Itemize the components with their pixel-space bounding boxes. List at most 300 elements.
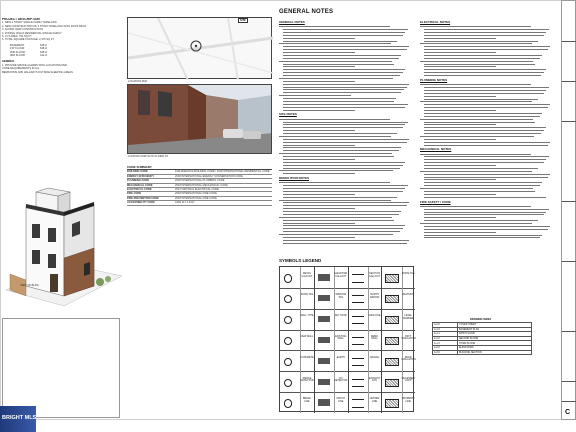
note-line	[424, 165, 496, 166]
legend-symbol	[284, 337, 292, 345]
project-note: 1. PROVIDE SMOKE ALARMS WITH LOCATIONS PER	[2, 63, 67, 67]
note-line	[279, 182, 390, 183]
note-line	[424, 142, 550, 143]
note-line	[424, 66, 496, 67]
project-note: CODE REQUIREMENTS IN ALL	[2, 67, 40, 71]
title-block-rule	[562, 121, 576, 122]
note-line	[283, 142, 407, 143]
right-notes-lines-2	[420, 84, 555, 145]
sheet-number: C	[565, 409, 571, 416]
note-line	[424, 52, 496, 53]
general-notes-lines-2	[279, 119, 414, 174]
legend-symbol	[318, 316, 330, 322]
title-block	[561, 0, 576, 420]
street-photo-graphic	[128, 85, 272, 154]
drawing-name: BASEMENT PLAN	[458, 327, 532, 332]
note-line	[424, 168, 538, 169]
building-3d-render	[4, 178, 124, 308]
note-line	[283, 185, 408, 186]
legend-label: BREAK LINE	[302, 397, 312, 403]
map-graphic	[128, 18, 273, 80]
right-notes-sub3: MECHANICAL NOTES	[420, 147, 452, 152]
note-line	[283, 139, 409, 140]
note-line	[283, 211, 401, 212]
title-block-rule	[562, 261, 576, 262]
note-line	[424, 55, 542, 56]
note-line	[283, 228, 403, 229]
code-summary	[127, 166, 272, 206]
legend-label: BATT INSULATION	[401, 334, 416, 341]
note-line	[283, 81, 355, 82]
legend-label: GRAVEL	[369, 355, 380, 359]
code-value: 2017 NATIONAL ELECTRICAL CODE	[175, 188, 220, 192]
legend-label: SECTION CALLOUT	[368, 272, 381, 278]
legend-label: NORTH ARROW	[369, 293, 380, 299]
legend-label: EARTH	[336, 355, 345, 359]
note-line	[424, 159, 546, 160]
note-line	[420, 26, 531, 27]
note-line	[420, 61, 533, 62]
legend-symbol	[385, 358, 399, 366]
mls-watermark-text: BRIGHT MLS	[2, 415, 37, 421]
legend-symbol	[284, 358, 292, 366]
note-line	[420, 154, 531, 155]
note-line	[424, 110, 496, 111]
note-line	[279, 26, 390, 27]
legend-symbol	[352, 379, 364, 387]
note-line	[420, 119, 533, 120]
right-notes-lines-1	[420, 26, 555, 76]
note-line	[283, 162, 405, 163]
note-line	[424, 96, 496, 97]
note-line	[283, 52, 355, 53]
note-line	[424, 38, 496, 39]
code-key: PLUMBING CODE	[127, 179, 150, 183]
note-line	[424, 229, 548, 230]
note-line	[424, 29, 549, 30]
title-block-rule	[562, 81, 576, 82]
legend-symbol	[352, 358, 364, 366]
project-description	[2, 18, 112, 74]
note-line	[283, 156, 394, 157]
project-note: BEDROOMS AND HALLWAYS OUTSIDE SLEEPING AREAS	[2, 70, 73, 74]
note-line	[420, 223, 532, 224]
right-notes-sub4: FIRE SAFETY / CODE	[420, 199, 451, 204]
note-line	[424, 197, 546, 198]
note-line	[283, 223, 355, 224]
drawing-number: A-1.1	[433, 332, 458, 337]
legend-symbol	[352, 274, 364, 282]
note-line	[424, 174, 550, 175]
location-map	[127, 17, 272, 79]
area-label: 3RD FLOOR	[10, 54, 25, 58]
note-line	[420, 136, 534, 137]
note-line	[283, 194, 355, 195]
note-line	[283, 75, 400, 76]
note-line	[283, 168, 400, 169]
legend-symbol	[385, 316, 399, 324]
legend-symbol	[352, 295, 364, 303]
area-value: 432 sf	[40, 54, 48, 58]
note-line	[420, 84, 531, 85]
drawing-number: A-0.0	[433, 323, 458, 328]
note-line	[283, 89, 404, 90]
title-block-rule	[562, 381, 576, 382]
note-line	[283, 38, 355, 39]
note-line	[424, 72, 544, 73]
note-line	[424, 212, 546, 213]
note-line	[424, 185, 540, 186]
note-line	[283, 107, 405, 108]
project-line: 4. ZONING: RSA-5 RESIDENTIAL SINGLE FAMILY	[2, 31, 62, 35]
note-line	[424, 122, 535, 123]
legend-symbol	[318, 295, 330, 301]
legend-label: KEY NOTE	[334, 313, 347, 317]
note-line	[283, 145, 355, 146]
note-line	[283, 220, 394, 221]
code-value: 2018 INTERNATIONAL MECHANICAL CODE	[175, 183, 228, 187]
legend-label: DETAIL CALLOUT	[301, 272, 313, 278]
drawing-name: COVER SHEET	[458, 323, 532, 328]
right-notes-sub1: ELECTRICAL NOTES	[420, 20, 451, 24]
note-line	[283, 32, 405, 33]
right-notes-lines-3	[420, 154, 555, 198]
drawing-number: A-2.0	[433, 345, 458, 350]
right-notes-sub2: PLUMBING NOTES	[420, 77, 448, 82]
note-line	[283, 197, 397, 198]
drawing-name: BUILDING SECTION	[458, 350, 532, 355]
code-summary-title: CODE SUMMARY	[127, 166, 152, 169]
project-line: 5. LOT AREA: 704 SQ FT	[2, 35, 32, 39]
note-line	[420, 43, 532, 44]
code-value: ANSI 117.1 2017	[175, 201, 195, 205]
legend-symbol	[385, 295, 399, 303]
area-label: 2ND FLOOR	[10, 50, 25, 54]
area-value: 648 sf	[40, 43, 48, 47]
note-line	[424, 69, 546, 70]
drawing-name: ELEVATIONS	[458, 345, 532, 350]
legend-symbol	[352, 337, 364, 345]
note-line	[424, 156, 549, 157]
note-line	[424, 113, 542, 114]
note-line	[424, 75, 541, 76]
project-line: 1. NEW 4 STORY SINGLE FAMILY DWELLING	[2, 21, 57, 25]
note-line	[283, 29, 408, 30]
note-line	[283, 191, 403, 192]
note-line	[283, 92, 401, 93]
project-line: 3. SCOPE: NEW CONSTRUCTION	[2, 28, 44, 32]
area-row	[10, 54, 112, 57]
legend-symbol	[385, 399, 399, 407]
drawing-number: A-1.0	[433, 327, 458, 332]
general-notes-sub3: DEMOLITION NOTES	[279, 176, 309, 181]
right-notes-column	[420, 20, 555, 240]
note-line	[424, 217, 496, 218]
legend-symbol	[318, 399, 330, 405]
drawing-row	[433, 350, 532, 355]
code-row	[127, 201, 272, 205]
note-line	[283, 66, 355, 67]
legend-symbol	[284, 295, 292, 303]
note-line	[283, 188, 405, 189]
note-line	[424, 194, 496, 195]
note-line	[424, 64, 535, 65]
project-description-title: PROJECT DESCRIPTION	[2, 18, 40, 21]
mls-watermark	[0, 406, 36, 432]
legend-symbol	[385, 379, 399, 387]
note-line	[424, 214, 544, 215]
drawing-number: A-3.0	[433, 350, 458, 355]
area-label: 1ST FLOOR	[10, 47, 25, 51]
note-line	[279, 200, 391, 201]
drawing-number: A-1.2	[433, 336, 458, 341]
general-notes-sub2: SITE NOTES	[279, 112, 297, 117]
legend-label: CONCRETE	[300, 355, 314, 359]
note-line	[424, 182, 542, 183]
note-line	[283, 72, 403, 73]
note-line	[424, 90, 546, 91]
note-line	[283, 46, 409, 47]
legend-label: EXHAUST FAN	[368, 376, 381, 383]
code-value: 2018 INTERNATIONAL FIRE CODE	[175, 196, 217, 200]
note-line	[283, 165, 403, 166]
code-key: ACCESSIBILITY CODE	[127, 201, 155, 205]
legend-symbol	[284, 399, 292, 407]
note-line	[283, 84, 409, 85]
note-line	[283, 55, 401, 56]
street-photo-label: LOOKING NORTH ON N 23RD ST	[128, 155, 169, 158]
note-line	[424, 99, 538, 100]
note-line	[424, 177, 548, 178]
general-notes-title-left: GENERAL	[2, 60, 15, 64]
note-line	[283, 225, 405, 226]
code-key: FIRE CODE	[127, 192, 142, 196]
legend-label: RIGID INSULATION	[401, 355, 416, 362]
drawing-name: THIRD FLOOR	[458, 341, 532, 346]
street-photo	[127, 84, 272, 154]
note-line	[283, 243, 407, 244]
right-notes-lines-4	[420, 206, 555, 238]
legend-mid-vline	[300, 267, 301, 413]
note-line	[283, 147, 401, 148]
note-line	[420, 188, 533, 189]
symbols-legend	[279, 266, 414, 412]
legend-label: DOOR TAG	[300, 293, 314, 297]
note-line	[424, 87, 549, 88]
note-line	[424, 179, 496, 180]
drawing-index-table	[432, 322, 532, 355]
note-line	[283, 240, 409, 241]
legend-label: ROOM TAG	[401, 272, 415, 276]
legend-symbol	[284, 316, 292, 324]
code-value: 2018 INTERNATIONAL FIRE CODE	[175, 192, 217, 196]
note-line	[283, 124, 405, 125]
legend-symbol	[318, 337, 330, 343]
note-line	[424, 237, 540, 238]
legend-label: GRID LINE	[368, 313, 381, 317]
legend-label: NEW WALL	[300, 334, 314, 338]
legend-symbol	[385, 337, 399, 345]
note-line	[424, 209, 549, 210]
render-caption: VIEW OF BLDG	[20, 284, 39, 287]
note-line	[424, 162, 544, 163]
note-line	[283, 64, 394, 65]
location-map-label: LOCATION MAP	[128, 80, 148, 83]
note-line	[279, 78, 393, 79]
legend-symbol	[385, 274, 399, 282]
note-line	[283, 101, 394, 102]
code-summary-rows	[127, 169, 272, 205]
area-value: 648 sf	[40, 50, 48, 54]
note-line	[424, 32, 546, 33]
drawing-name: SECOND FLOOR	[458, 336, 532, 341]
general-notes-sub1: GENERAL NOTES	[279, 20, 305, 24]
title-block-rule	[562, 41, 576, 42]
legend-vline	[314, 267, 315, 413]
note-line	[420, 101, 532, 102]
note-line	[424, 93, 544, 94]
legend-label: WALL TYPE	[300, 313, 314, 317]
note-line	[424, 130, 544, 131]
project-notes	[2, 64, 112, 74]
note-line	[279, 153, 392, 154]
note-line	[420, 171, 532, 172]
note-line	[279, 43, 391, 44]
general-notes-lines-3	[279, 182, 414, 243]
legend-label: RECESSED LIGHT	[401, 376, 415, 383]
legend-symbol	[352, 316, 364, 324]
legend-label: SMOKE DETECTOR	[300, 376, 314, 383]
legend-symbol	[352, 399, 364, 407]
note-line	[283, 202, 409, 203]
legend-label: MATCH LINE	[336, 397, 345, 403]
area-table	[10, 44, 112, 58]
note-line	[283, 35, 403, 36]
note-line	[424, 35, 544, 36]
legend-label: DEMO WALL	[370, 334, 379, 341]
drawing-index-title: DRAWING INDEX	[470, 318, 492, 321]
note-line	[424, 232, 496, 233]
note-line	[279, 136, 391, 137]
note-line	[424, 124, 496, 125]
legend-label: PROPERTY LINE	[401, 397, 415, 403]
project-lines	[2, 21, 112, 41]
note-line	[283, 127, 403, 128]
note-line	[283, 159, 355, 160]
note-line	[283, 87, 407, 88]
legend-symbol	[284, 274, 292, 282]
code-key: ENERGY EFFICIENCY	[127, 174, 155, 178]
note-line	[279, 217, 392, 218]
note-line	[424, 104, 550, 105]
note-line	[424, 41, 538, 42]
legend-label: LEVEL MARKER	[403, 313, 414, 320]
note-line	[424, 226, 550, 227]
note-line	[424, 133, 541, 134]
note-line	[424, 139, 496, 140]
note-line	[283, 122, 408, 123]
note-line	[420, 206, 531, 207]
legend-label: REVISION	[402, 293, 414, 297]
note-line	[283, 173, 355, 174]
code-value: 2018 INTERNATIONAL PLUMBING CODE	[175, 179, 225, 183]
note-line	[279, 61, 392, 62]
area-value: 648 sf	[40, 47, 48, 51]
note-line	[424, 58, 540, 59]
legend-label: ELEVATION CALLOUT	[334, 272, 348, 278]
code-value: 2018 INTERNATIONAL ENERGY CONSERVATION CODE	[175, 174, 243, 178]
title-block-rule	[562, 331, 576, 332]
note-line	[283, 150, 399, 151]
legend-label: EXISTING WALL	[335, 334, 347, 341]
note-line	[279, 170, 393, 171]
note-line	[279, 119, 390, 120]
notes-box	[2, 318, 120, 418]
note-line	[283, 208, 355, 209]
note-line	[279, 95, 351, 96]
general-notes-lines-1	[279, 26, 414, 110]
drawing-number: A-1.3	[433, 341, 458, 346]
note-line	[424, 116, 540, 117]
note-line	[424, 220, 538, 221]
note-line	[283, 110, 355, 111]
note-line	[283, 58, 399, 59]
note-line	[283, 237, 355, 238]
note-line	[283, 49, 407, 50]
note-line	[424, 235, 542, 236]
site-tag: SITE	[240, 19, 246, 22]
note-line	[283, 231, 400, 232]
title-block-rule	[562, 401, 576, 402]
project-line: 6. TOTAL SQUARE FOOTAGE: 2,376 SQ FT	[2, 38, 55, 42]
legend-vline	[381, 267, 382, 413]
note-line	[279, 234, 393, 235]
project-line: 2. NEW CONSTRUCTION OF 3 STORY DWELLING WITH ROOF DECK	[2, 24, 87, 28]
title-block-rule	[562, 201, 576, 202]
note-line	[283, 98, 396, 99]
code-key: BUILDING CODE	[127, 170, 148, 174]
general-notes-column	[279, 20, 414, 246]
legend-vline	[348, 267, 349, 413]
note-line	[424, 127, 546, 128]
symbols-legend-title: SYMBOLS LEGEND	[279, 258, 322, 263]
legend-symbol	[284, 379, 292, 387]
code-key: MECHANICAL CODE	[127, 183, 153, 187]
legend-symbol	[318, 274, 330, 280]
general-notes-title: GENERAL NOTES	[279, 9, 334, 15]
note-line	[424, 145, 548, 146]
code-value: PHILADELPHIA BUILDING CODE / 2018 INTERNATIONAL RESIDENTIAL CODE	[175, 170, 270, 174]
area-label: BASEMENT	[10, 43, 25, 47]
code-key: ELECTRICAL CODE	[127, 188, 152, 192]
legend-symbol	[318, 379, 330, 385]
note-line	[283, 104, 408, 105]
legend-symbol	[318, 358, 330, 364]
note-line	[424, 191, 535, 192]
note-line	[283, 214, 399, 215]
legend-label: CO DETECTOR	[334, 376, 348, 383]
note-line	[283, 133, 397, 134]
legend-label: WINDOW TAG	[335, 293, 346, 299]
note-line	[283, 41, 397, 42]
code-key: FIRE PREVENTION CODE	[127, 196, 159, 200]
note-line	[424, 107, 548, 108]
drawing-name: FIRST FLOOR	[458, 332, 532, 337]
note-line	[424, 46, 550, 47]
note-line	[424, 49, 548, 50]
note-line	[283, 205, 407, 206]
legend-label: CENTER LINE	[369, 397, 380, 403]
